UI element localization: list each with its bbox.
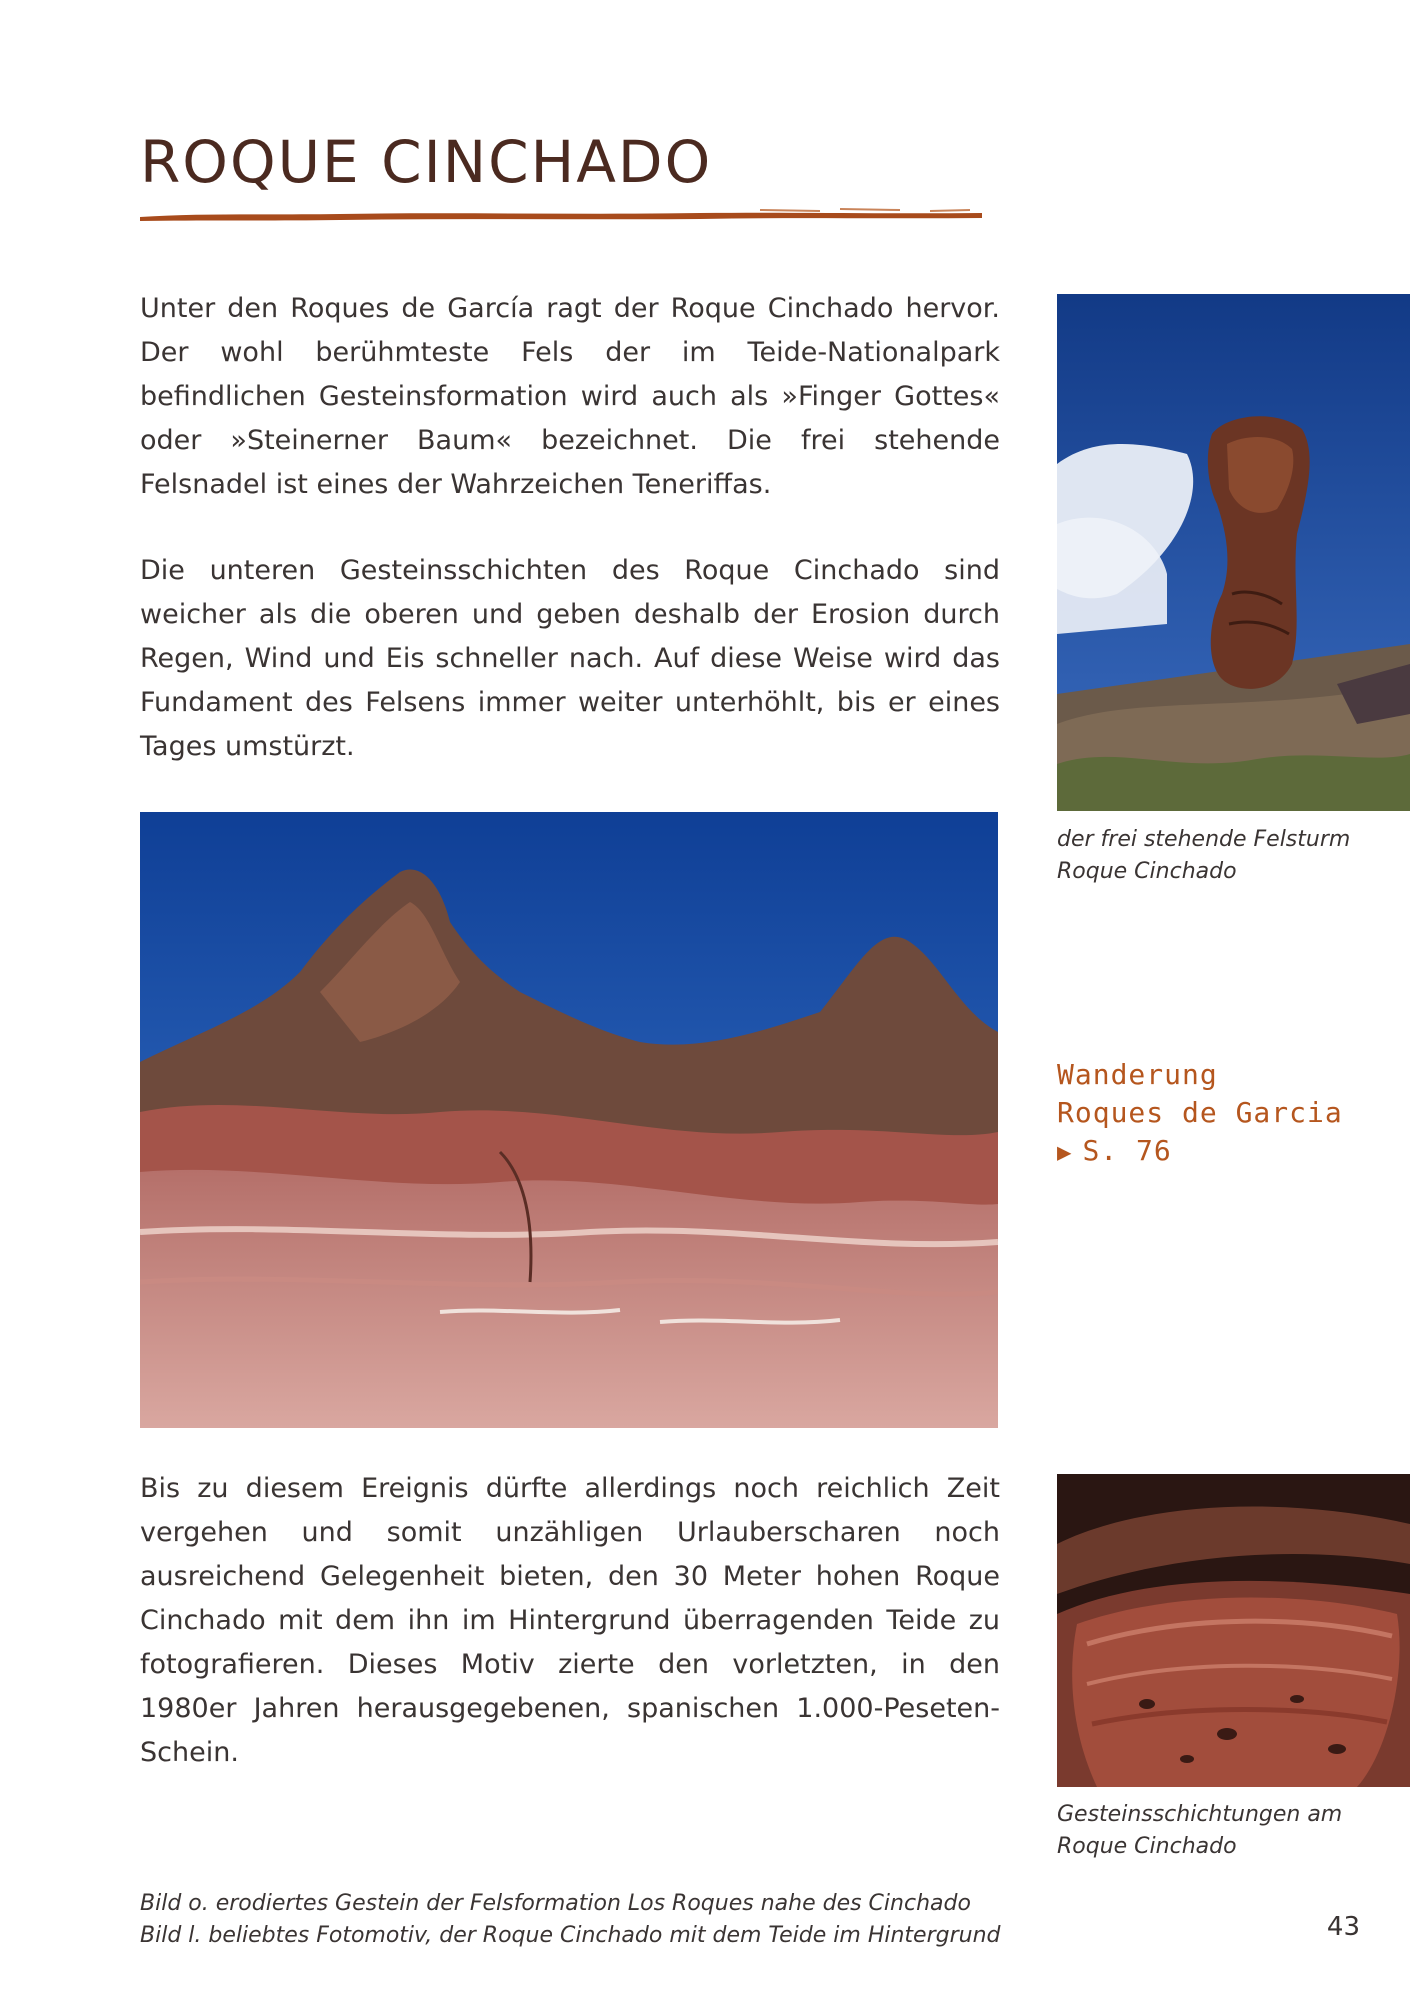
title-brush-underline bbox=[140, 206, 982, 226]
footnote-line: Bild l. beliebtes Fotomotiv, der Roque Cinchado mit dem Teide im Hintergrund bbox=[140, 1923, 1001, 1948]
footnote-line: Bild o. erodiertes Gestein der Felsformation Los Roques nahe des Cinchado bbox=[140, 1891, 971, 1916]
hike-route-name: Roques de Garcia bbox=[1057, 1096, 1343, 1129]
photo-rock-layers bbox=[1057, 1474, 1410, 1787]
photo-credits-footnote bbox=[140, 1888, 1040, 1952]
photo-los-roques-formation bbox=[140, 812, 998, 1428]
caption-rock-layers bbox=[1057, 1799, 1407, 1863]
page-title: ROQUE CINCHADO bbox=[140, 128, 713, 196]
hike-label: Wanderung bbox=[1057, 1058, 1218, 1091]
caption-rock-tower bbox=[1057, 824, 1407, 888]
caption-line: Roque Cinchado bbox=[1057, 1834, 1237, 1859]
banknote-paragraph: Bis zu diesem Ereignis dürfte allerdings noch reichlich Zeit vergehen und somit unzähligen Urlauberscharen noch ausreichend Gelegenheit bieten, den 30 Meter hohen Roque Cinchado mit dem ihn im Hintergrund überragenden Teide zu fotografieren. Dieses Motiv zierte den vorletzten, in den 1980er Jahren herausgegebenen, spanischen 1.000-Peseten-Schein. bbox=[140, 1473, 1000, 1768]
erosion-paragraph: Die unteren Gesteinsschichten des Roque Cinchado sind weicher als die oberen und geben deshalb der Erosion durch Regen, Wind und Eis schneller nach. Auf diese Weise wird das Fundament des Felsens immer weiter unterhöhlt, bis er eines Tages umstürzt. bbox=[140, 555, 1000, 762]
hike-page-link bbox=[1057, 1132, 1407, 1171]
caption-line: Roque Cinchado bbox=[1057, 859, 1237, 884]
caption-line: Gesteinsschichtungen am bbox=[1057, 1802, 1343, 1827]
photo-roque-cinchado-tower bbox=[1057, 294, 1410, 811]
intro-paragraph: Unter den Roques de García ragt der Roque Cinchado hervor. Der wohl berühmteste Fels der im Teide-Nationalpark befindlichen Gesteinsformation wird auch als »Finger Gottes« oder »Steinerner Baum« bezeichnet. Die frei stehende Felsnadel ist eines der Wahrzeichen Teneriffas. bbox=[140, 293, 1000, 500]
page-number: 43 bbox=[1326, 1912, 1360, 1942]
hike-page-ref: S. 76 bbox=[1082, 1134, 1172, 1167]
play-arrow-icon: ▶ bbox=[1057, 1138, 1073, 1166]
hike-reference bbox=[1057, 1056, 1407, 1171]
caption-line: der frei stehende Felsturm bbox=[1057, 827, 1351, 852]
